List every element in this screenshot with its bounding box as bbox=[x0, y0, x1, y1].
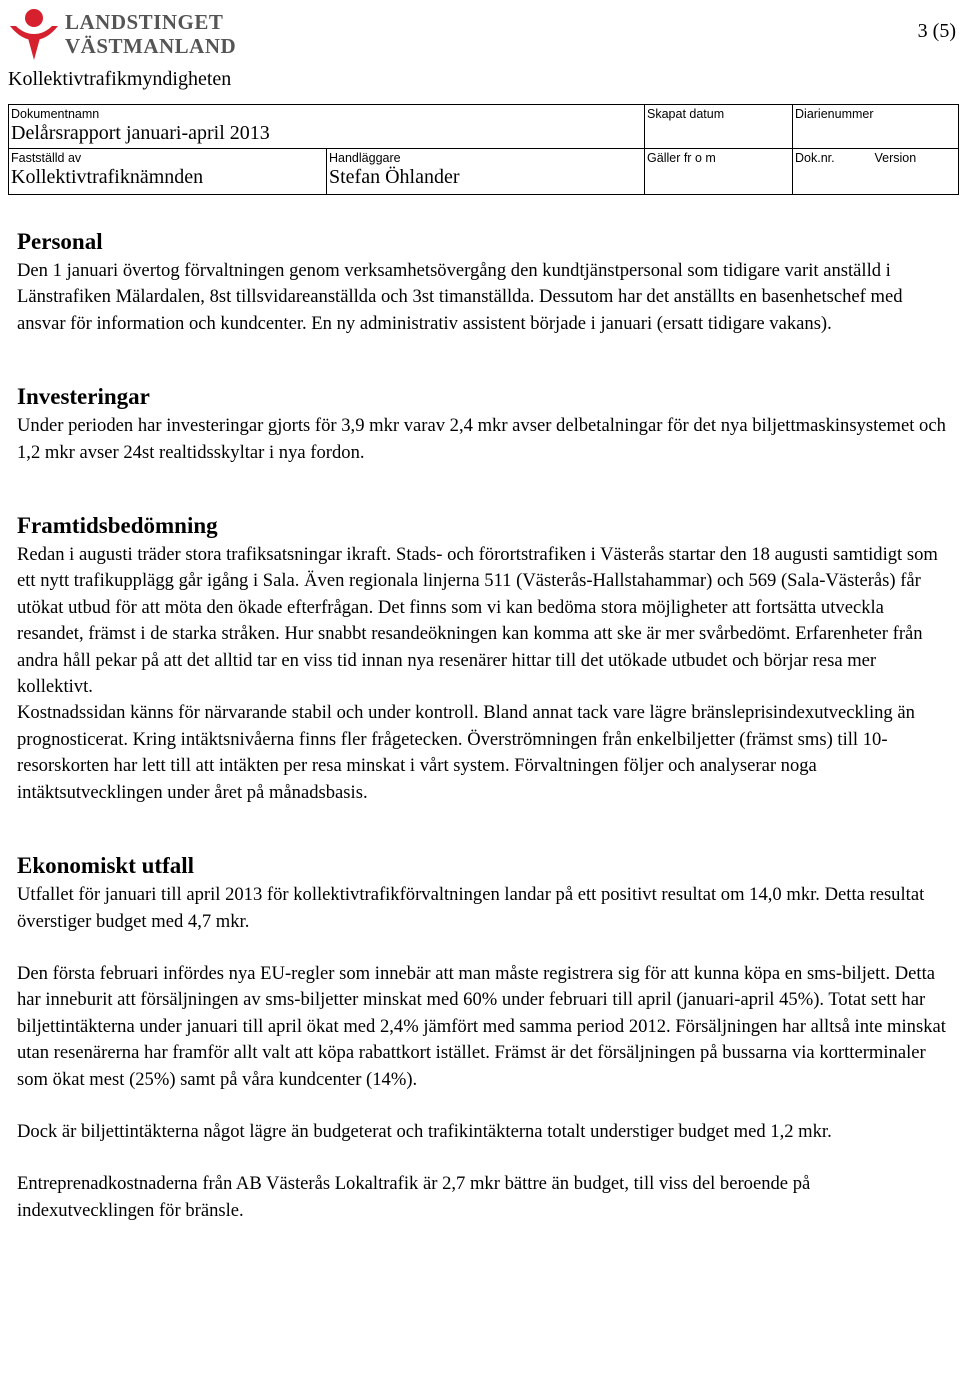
section-heading-framtidsbedomning: Framtidsbedömning bbox=[17, 513, 218, 539]
diary-number-cell bbox=[793, 105, 959, 149]
valid-from-cell bbox=[645, 149, 793, 195]
page-number: 3 (5) bbox=[917, 20, 956, 42]
diary-number-label: Diarienummer bbox=[795, 107, 874, 121]
created-date-cell bbox=[645, 105, 793, 149]
paragraph: Utfallet för januari till april 2013 för kollektivtrafikförvaltningen landar på ett positivt resultat om 14,0 mkr. Detta resultat överstiger budget med 4,7 mkr. bbox=[17, 884, 925, 932]
paragraph: Kostnadssidan känns för närvarande stabil och under kontroll. Bland annat tack vare lägre bränsleprisindexutveckling än prognosticerat. Kring intäktsnivåerna finns fler frågetecken. Överströmningen från enkelbiljetter (främst sms) till 10-resorskorten har lett till att intäkten per resa minskat i vårt system. Förvaltningen följer och analyserar noga intäktsutvecklingen under året på månadsbasis. bbox=[17, 702, 915, 803]
created-date-label: Skapat datum bbox=[647, 107, 725, 121]
handler-cell bbox=[327, 149, 645, 195]
paragraph: Redan i augusti träder stora trafiksatsningar ikraft. Stads- och förortstrafiken i Västerås startar den 18 augusti samtidigt som ett nytt trafikupplägg går igång i Sala. Även regionala linjerna 511 (Västerås-Hallstahammar) och 569 (Sala-Västerås) får utökat utbud för att möta den ökade efterfrågan. Det finns som vi kan bedöma stora möjligheter att fortsätta utveckla resandet, främst i de starka stråken. Hur snabbt resandeökningen kan komma att ske är mer svårbedömt. Erfarenheter från andra håll pekar på att det alltid tar en viss tid innan nya resenärer hittar till det utökade utbudet och börjar resa mer kollektivt. bbox=[17, 544, 938, 698]
logo-figure-icon bbox=[8, 6, 60, 62]
version-cell bbox=[873, 149, 959, 195]
handler-value: Stefan Öhlander bbox=[329, 166, 460, 188]
approved-by-cell bbox=[9, 149, 327, 195]
handler-label: Handläggare bbox=[329, 151, 401, 165]
doc-name-cell bbox=[9, 105, 645, 149]
doc-nr-cell bbox=[793, 149, 873, 195]
doc-name-value: Delårsrapport januari-april 2013 bbox=[11, 122, 270, 144]
document-metadata-table bbox=[8, 104, 959, 195]
paragraph: Under perioden har investeringar gjorts för 3,9 mkr varav 2,4 mkr avser delbetalningar för det nya biljettmaskinsystemet och 1,2 mkr avser 24st realtidsskyltar i nya fordon. bbox=[17, 415, 946, 463]
organization-name: Kollektivtrafikmyndigheten bbox=[8, 68, 232, 90]
paragraph: Dock är biljettintäkterna något lägre än budgeterat och trafikintäkterna totalt understiger budget med 1,2 mkr. bbox=[17, 1120, 832, 1142]
logo-line1: LANDSTINGET bbox=[65, 10, 224, 34]
paragraph: Entreprenadkostnaderna från AB Västerås Lokaltrafik är 2,7 mkr bättre än budget, till viss del beroende på indexutvecklingen för bränsle. bbox=[17, 1173, 811, 1221]
doc-name-label: Dokumentnamn bbox=[11, 107, 100, 121]
logo-line2: VÄSTMANLAND bbox=[65, 34, 237, 58]
doc-nr-label: Dok.nr. bbox=[795, 151, 835, 165]
paragraph: Den 1 januari övertog förvaltningen genom verksamhetsövergång den kundtjänstpersonal som tidigare varit anställd i Länstrafiken Mälardalen, 8st tillsvidareanställda och 3st timanställda. Dessutom har det anställts en basenhetschef med ansvar för information och kundcenter. En ny administrativ assistent började i januari (ersatt tidigare vakans). bbox=[17, 260, 903, 334]
version-label: Version bbox=[874, 151, 917, 165]
landstinget-logo bbox=[8, 6, 237, 62]
section-heading-investeringar: Investeringar bbox=[17, 384, 150, 410]
approved-by-label: Fastställd av bbox=[11, 151, 82, 165]
valid-from-label: Gäller fr o m bbox=[647, 151, 716, 165]
section-heading-ekonomiskt-utfall: Ekonomiskt utfall bbox=[17, 853, 195, 879]
section-heading-personal: Personal bbox=[17, 229, 103, 254]
paragraph: Den första februari infördes nya EU-regler som innebär att man måste registrera sig för att kunna köpa en sms-biljett. Detta har inneburit att försäljningen av sms-biljetter minskat med 60% under februari till april (januari-april 45%). Totat sett har biljettintäkterna under januari till april ökat med 2,4% jämfört med samma period 2012. Försäljningen har alltså inte minskat utan resenärerna har framför allt valt att köpa rabattkort istället. Främst är det försäljningen på bussarna via kortterminaler som ökat mest (25%) samt på våra kundcenter (14%). bbox=[17, 962, 946, 1090]
document-body bbox=[17, 226, 947, 1224]
approved-by-value: Kollektivtrafiknämnden bbox=[11, 166, 204, 188]
